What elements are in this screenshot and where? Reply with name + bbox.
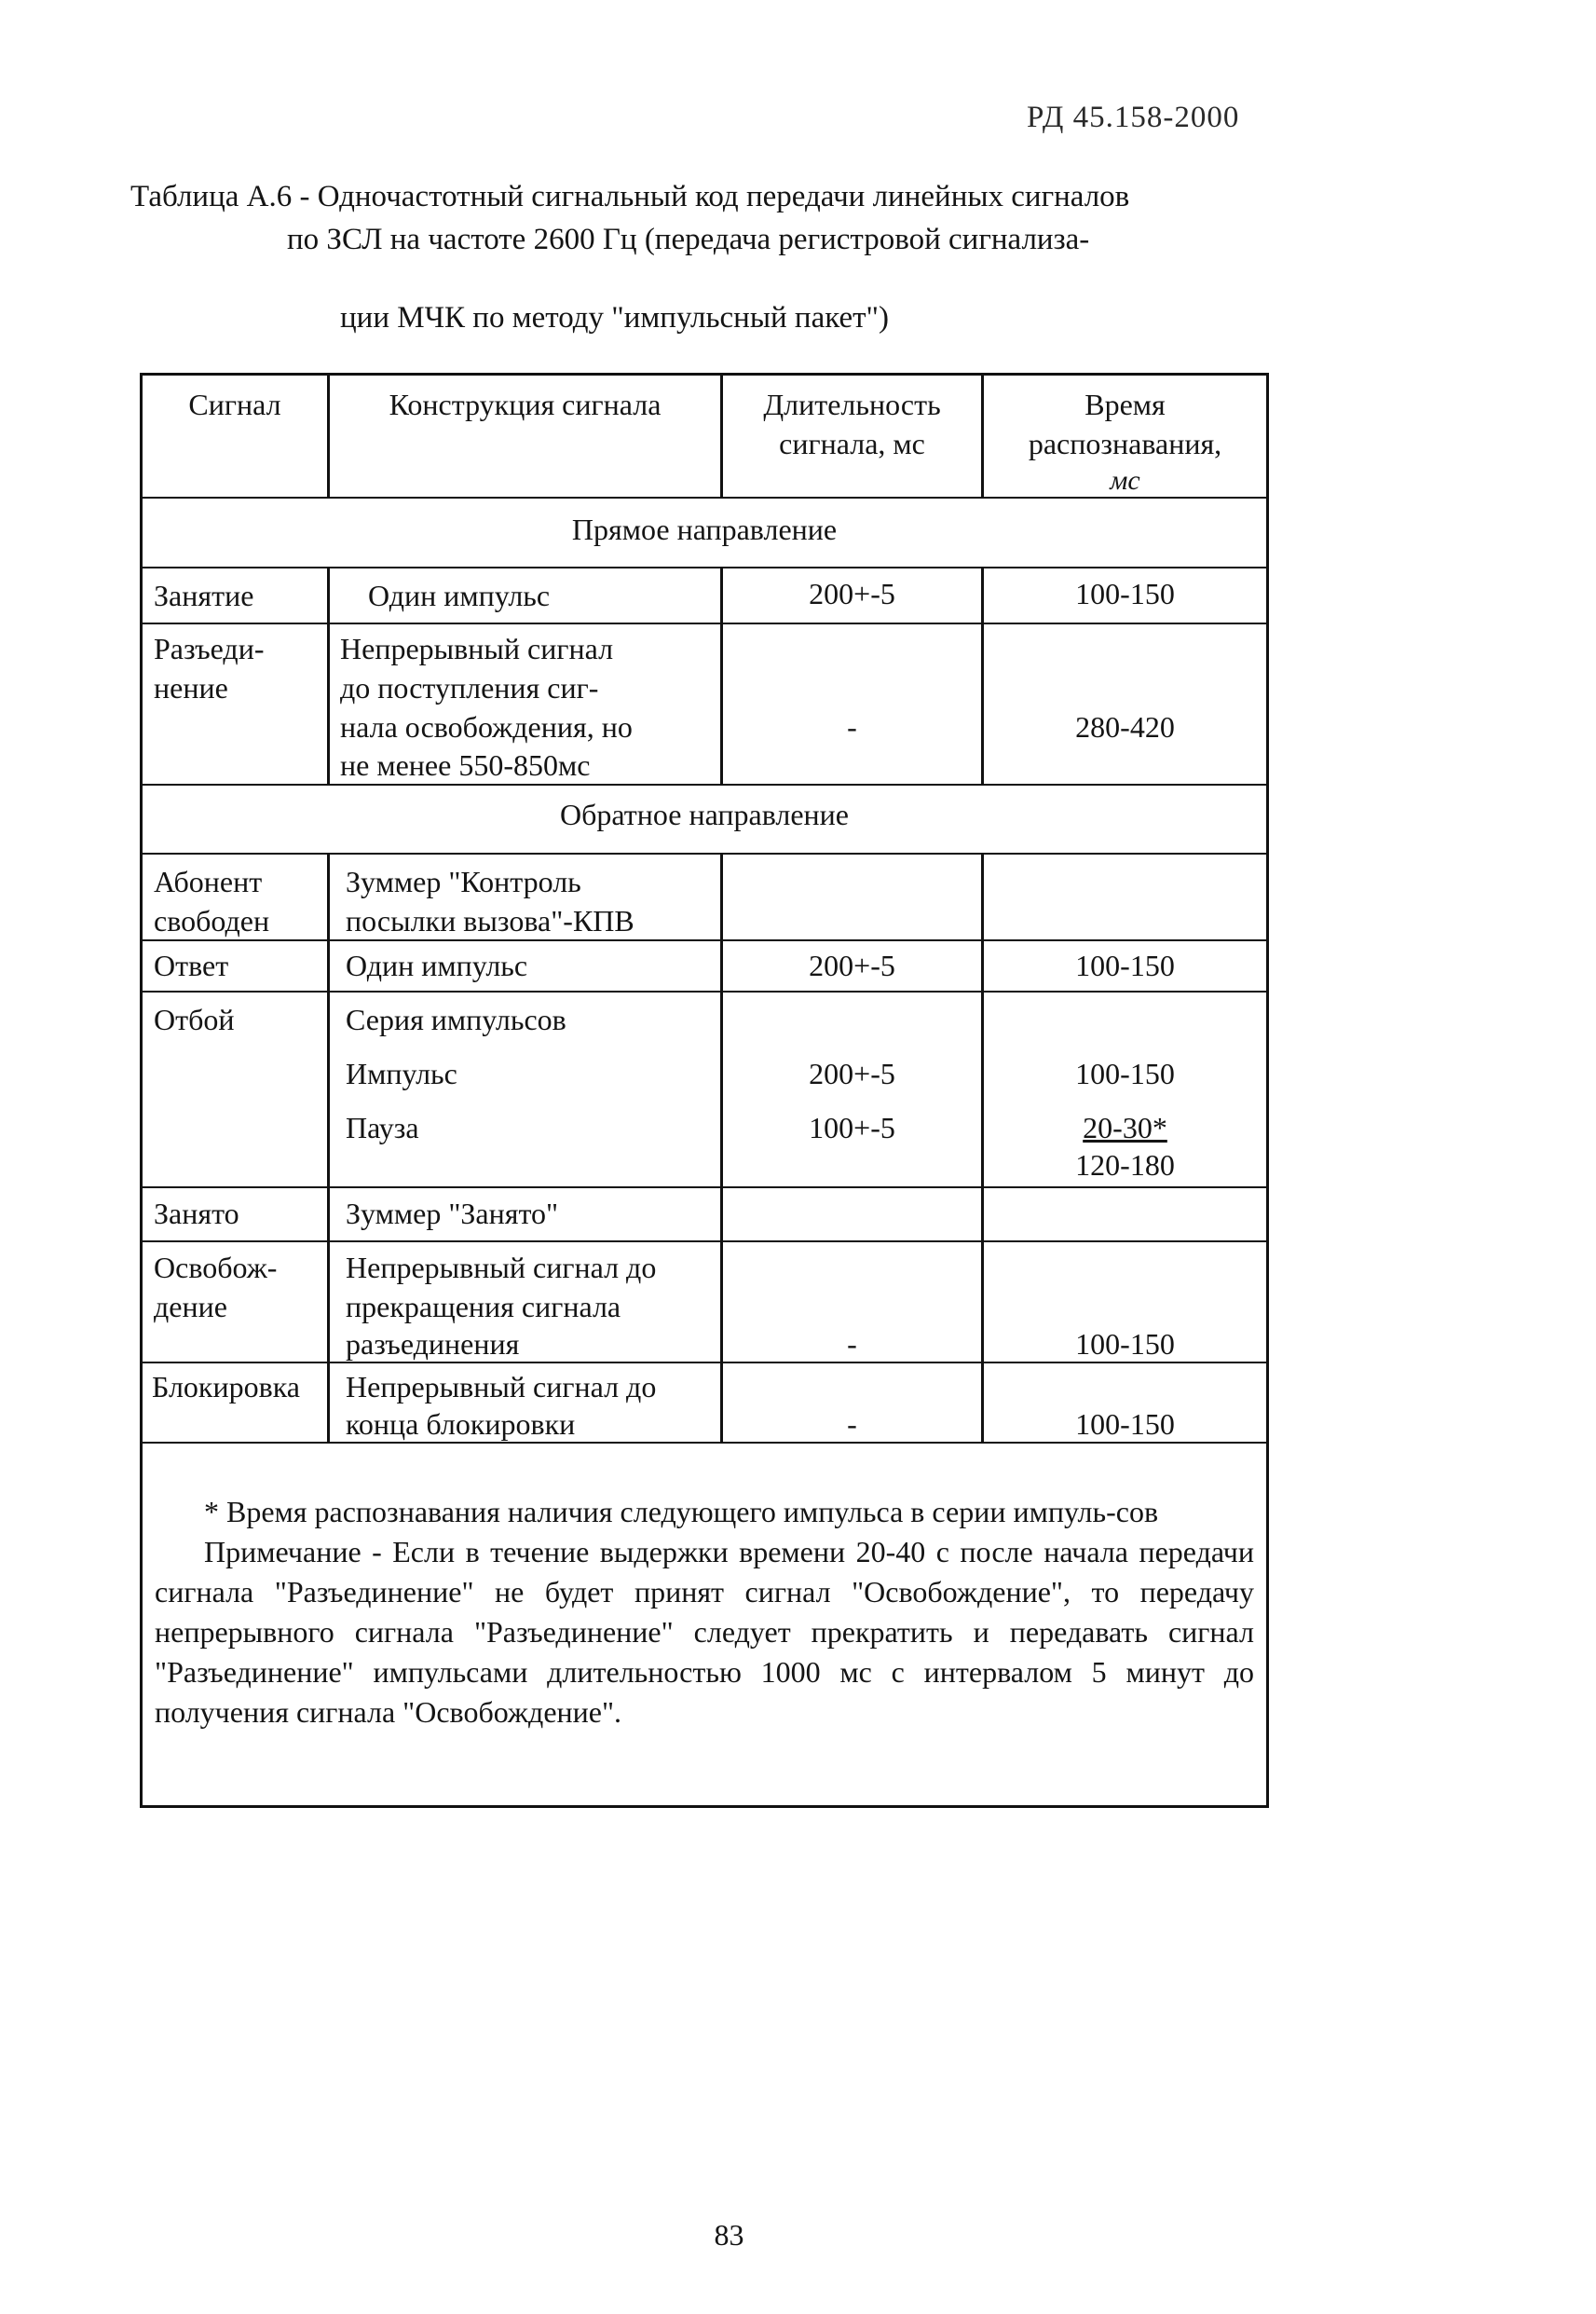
section-forward-direction: Прямое направление bbox=[571, 513, 838, 546]
row-osvob-duration: - bbox=[847, 1327, 857, 1361]
row-blok-construction: Непрерывный сигнал до bbox=[346, 1370, 657, 1403]
row-abonent-construction: Зуммер "Контроль bbox=[346, 865, 581, 898]
row-osvob-recognition: 100-150 bbox=[1075, 1327, 1175, 1361]
column-header-signal: Сигнал bbox=[188, 388, 281, 421]
row-osvob-construction: Непрерывный сигнал до bbox=[346, 1251, 657, 1284]
row-razed-construction-line4: не менее 550-850мс bbox=[340, 748, 591, 782]
row-razed-duration: - bbox=[847, 710, 857, 744]
row-abonent-signal-line2: свободен bbox=[154, 904, 270, 938]
row-zanyatie-signal: Занятие bbox=[154, 579, 254, 612]
column-header-construction: Конструкция сигнала bbox=[389, 388, 662, 421]
row-rule bbox=[143, 623, 1266, 624]
row-razed-construction: Непрерывный сигнал bbox=[340, 632, 614, 665]
row-zanyatie-recognition: 100-150 bbox=[1075, 577, 1175, 610]
row-razed-construction-line3: нала освобождения, но bbox=[340, 710, 633, 744]
note-paragraph: Примечание - Если в течение выдержки времени 20-40 с после начала передачи сигнала "Разъединение" не будет принят сигнал "Освобождение", то передачу непрерывного сигнала "Разъединение" следует прекратить и передавать сигнал "Разъединение" импульсами длительностью 1000 мс с интервалом 5 минут до получения сигнала "Освобождение". bbox=[155, 1535, 1254, 1729]
section-backward-direction: Обратное направление bbox=[559, 798, 849, 831]
row-osvob-signal-line2: дение bbox=[154, 1290, 227, 1323]
column-rule bbox=[327, 853, 330, 1442]
row-osvob-construction-line2: прекращения сигнала bbox=[346, 1290, 621, 1323]
row-otboy-pause-recognition-line2: 120-180 bbox=[1075, 1148, 1175, 1182]
caption-line-1: Таблица А.6 - Одночастотный сигнальный код передачи линейных сигналов bbox=[130, 180, 1130, 213]
page-number: 83 bbox=[714, 2218, 744, 2252]
column-header-recognition: Время bbox=[1084, 388, 1166, 421]
row-abonent-signal: Абонент bbox=[154, 865, 263, 898]
caption-line-2: по ЗСЛ на частоте 2600 Гц (передача регистровой сигнализа- bbox=[287, 223, 1090, 256]
row-otboy-signal: Отбой bbox=[154, 1003, 235, 1036]
row-otboy-impulse-duration: 200+-5 bbox=[809, 1057, 895, 1090]
row-zanyatie-construction: Один импульс bbox=[368, 579, 551, 612]
column-header-duration: Длительность bbox=[763, 388, 941, 421]
row-razed-recognition: 280-420 bbox=[1075, 710, 1175, 744]
row-otboy-pause-duration: 100+-5 bbox=[809, 1111, 895, 1144]
signal-code-table bbox=[140, 373, 1269, 1808]
forward-section-rule bbox=[143, 567, 1266, 568]
row-otboy-pause-recognition: 20-30* bbox=[1083, 1111, 1167, 1144]
row-zanyatie-duration: 200+-5 bbox=[809, 577, 895, 610]
backward-section-rule bbox=[143, 853, 1266, 855]
row-zanyato-signal: Занято bbox=[154, 1197, 239, 1230]
row-blok-construction-line2: конца блокировки bbox=[346, 1407, 576, 1441]
row-otvet-duration: 200+-5 bbox=[809, 949, 895, 982]
footnote: * Время распознавания наличия следующего импульса в серии импуль-сов bbox=[204, 1495, 1159, 1528]
row-abonent-construction-line2: посылки вызова"-КПВ bbox=[346, 904, 634, 938]
column-header-recognition-line2: распознавания, bbox=[1028, 427, 1222, 460]
document-code: РД 45.158-2000 bbox=[1027, 101, 1240, 134]
row-otvet-recognition: 100-150 bbox=[1075, 949, 1175, 982]
row-rule bbox=[143, 784, 1266, 786]
column-rule bbox=[327, 567, 330, 784]
row-blok-signal: Блокировка bbox=[152, 1370, 300, 1403]
row-razed-signal-line2: нение bbox=[154, 671, 228, 705]
row-rule bbox=[143, 1186, 1266, 1188]
row-rule bbox=[143, 1240, 1266, 1242]
row-otboy-impulse-recognition: 100-150 bbox=[1075, 1057, 1175, 1090]
caption-line-3: ции МЧК по методу "импульсный пакет") bbox=[340, 301, 889, 335]
column-header-duration-line2: сигнала, мс bbox=[779, 427, 925, 460]
row-rule bbox=[143, 939, 1266, 941]
row-zanyato-construction: Зуммер "Занято" bbox=[346, 1197, 559, 1230]
row-otvet-construction: Один импульс bbox=[346, 949, 528, 982]
row-otboy-pause: Пауза bbox=[346, 1111, 419, 1144]
row-razed-signal: Разъеди- bbox=[154, 632, 265, 665]
row-osvob-signal: Освобож- bbox=[154, 1251, 278, 1284]
table-caption bbox=[130, 175, 1248, 339]
row-blok-duration: - bbox=[847, 1407, 857, 1441]
row-osvob-construction-line3: разъединения bbox=[346, 1327, 520, 1361]
row-blok-recognition: 100-150 bbox=[1075, 1407, 1175, 1441]
row-otboy-impulse: Импульс bbox=[346, 1057, 457, 1090]
column-header-recognition-line3: мс bbox=[1110, 465, 1140, 496]
row-razed-construction-line2: до поступления сиг- bbox=[340, 671, 599, 705]
row-otvet-signal: Ответ bbox=[154, 949, 229, 982]
table-notes bbox=[155, 1492, 1254, 1732]
row-otboy-construction: Серия импульсов bbox=[346, 1003, 566, 1036]
row-rule bbox=[143, 991, 1266, 993]
